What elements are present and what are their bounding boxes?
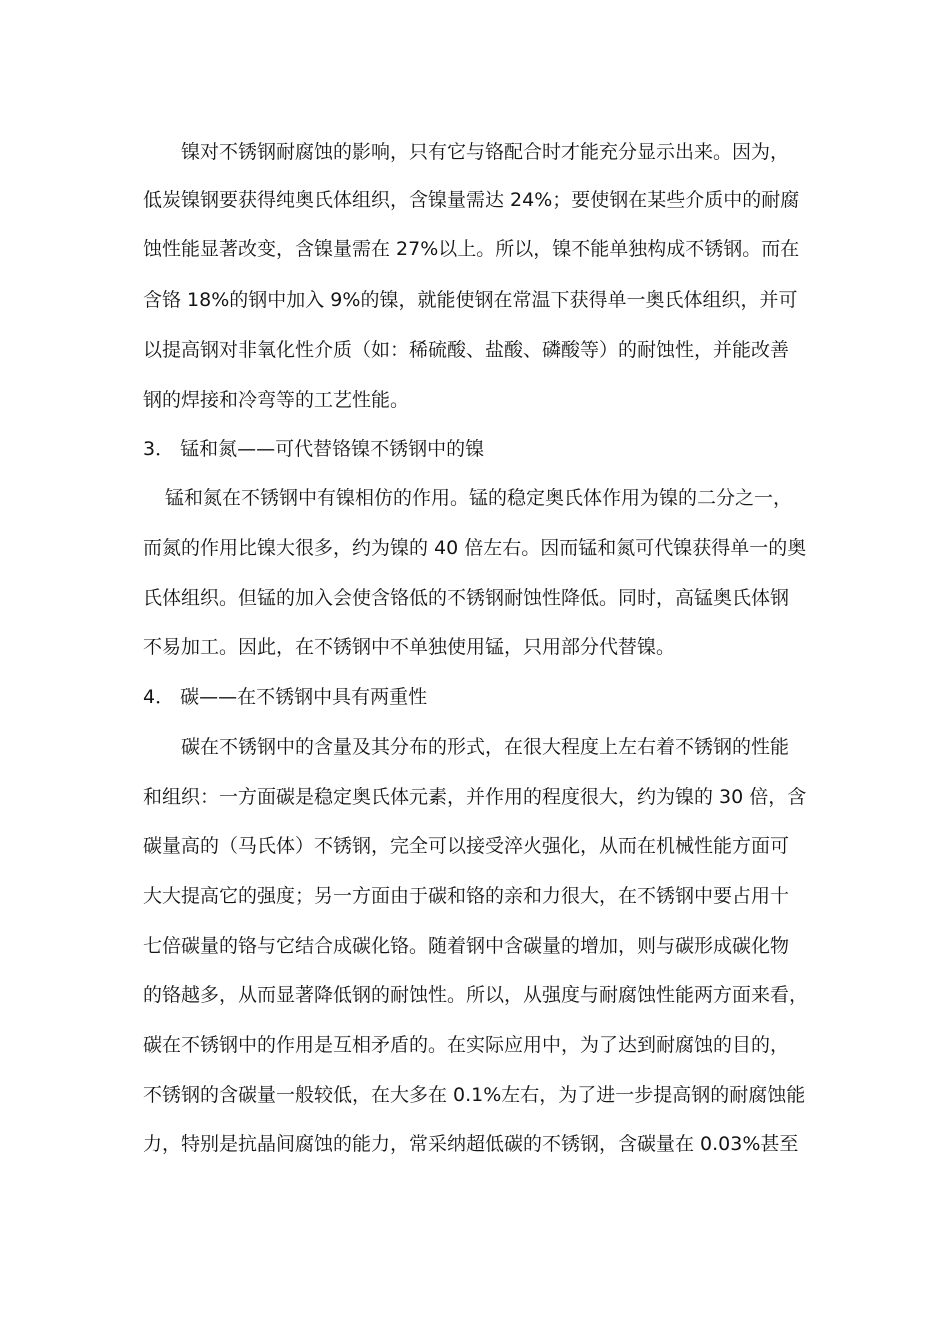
paragraph-line: 以提高钢对非氧化性介质（如：稀硫酸、盐酸、磷酸等）的耐蚀性，并能改善 — [143, 339, 790, 361]
paragraph-line: 碳在不锈钢中的含量及其分布的形式，在很大程度上左右着不锈钢的性能 — [181, 736, 790, 758]
section-heading: 3． 锰和氮——可代替铬镍不锈钢中的镍 — [143, 438, 485, 460]
paragraph-line: 和组织：一方面碳是稳定奥氏体元素，并作用的程度很大，约为镍的 30 倍，含 — [143, 786, 807, 808]
paragraph-line: 氏体组织。但锰的加入会使含铬低的不锈钢耐蚀性降低。同时，高锰奥氏体钢 — [143, 587, 790, 609]
paragraph-line: 含铬 18%的钢中加入 9%的镍，就能使钢在常温下获得单一奥氏体组织，并可 — [143, 289, 798, 311]
paragraph-line: 蚀性能显著改变，含镍量需在 27%以上。所以，镍不能单独构成不锈钢。而在 — [143, 238, 800, 260]
paragraph-line: 钢的焊接和冷弯等的工艺性能。 — [143, 389, 410, 411]
paragraph-line: 锰和氮在不锈钢中有镍相仿的作用。锰的稳定奥氏体作用为镍的二分之一， — [165, 487, 793, 509]
paragraph-line: 的铬越多，从而显著降低钢的耐蚀性。所以，从强度与耐腐蚀性能两方面来看， — [143, 984, 809, 1006]
paragraph-line: 碳量高的（马氏体）不锈钢，完全可以接受淬火强化，从而在机械性能方面可 — [143, 835, 790, 857]
paragraph-line: 而氮的作用比镍大很多，约为镍的 40 倍左右。因而锰和氮可代镍获得单一的奥 — [143, 537, 807, 559]
section-heading: 4． 碳——在不锈钢中具有两重性 — [143, 686, 428, 708]
paragraph-line: 碳在不锈钢中的作用是互相矛盾的。在实际应用中，为了达到耐腐蚀的目的， — [143, 1034, 790, 1056]
paragraph-line: 镍对不锈钢耐腐蚀的影响，只有它与铬配合时才能充分显示出来。因为， — [181, 141, 790, 163]
paragraph-line: 七倍碳量的铬与它结合成碳化铬。随着钢中含碳量的增加，则与碳形成碳化物 — [143, 935, 790, 957]
paragraph-line: 不锈钢的含碳量一般较低，在大多在 0.1%左右，为了进一步提高钢的耐腐蚀能 — [143, 1084, 806, 1106]
paragraph-line: 大大提高它的强度；另一方面由于碳和铬的亲和力很大，在不锈钢中要占用十 — [143, 885, 790, 907]
paragraph-line: 力，特别是抗晶间腐蚀的能力，常采纳超低碳的不锈钢，含碳量在 0.03%甚至 — [143, 1133, 799, 1155]
paragraph-line: 低炭镍钢要获得纯奥氏体组织，含镍量需达 24%；要使钢在某些介质中的耐腐 — [143, 189, 800, 211]
paragraph-line: 不易加工。因此，在不锈钢中不单独使用锰，只用部分代替镍。 — [143, 636, 676, 658]
